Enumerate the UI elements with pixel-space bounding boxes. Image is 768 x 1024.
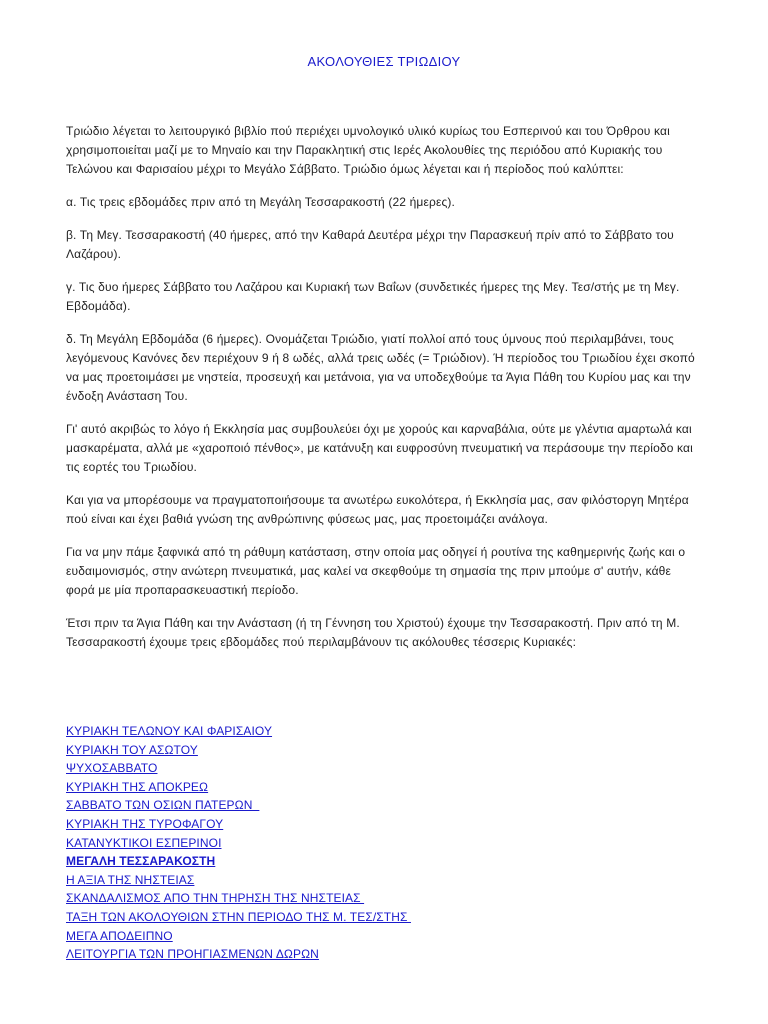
paragraph-item-b: β. Τη Μεγ. Τεσσαρακοστή (40 ήμερες, από την Καθαρά Δευτέρα μέχρι την Παρασκευή πρίν από το Σάββατο του Λαζάρου). xyxy=(66,228,674,261)
paragraph-item-c: γ. Τις δυο ήμερες Σάββατο του Λαζάρου και Κυριακή των Βαΐων (συνδετικές ήμερες της Μεγ. Τεσ/στής με τη Μεγ. Εβδομάδα). xyxy=(66,280,680,313)
body-text xyxy=(66,122,698,666)
paragraph-item-a: α. Τις τρεις εβδομάδες πριν από τη Μεγάλη Τεσσαρακοστή (22 ήμερες). xyxy=(66,195,456,209)
paragraph-sundays: Έτσι πριν τα Άγια Πάθη και την Ανάσταση (ή τη Γέννηση του Χριστού) έχουμε την Τεσσαρακοστή. Πριν από τη Μ. Τεσσαρακοστή έχουμε τρεις εβδομάδες πού περιλαμβάνουν τις ακόλουθες τέσσερις Κυριακές: xyxy=(66,616,680,649)
link-kyriaki-telonou[interactable]: ΚΥΡΙΑΚΗ ΤΕΛΩΝΟΥ ΚΑΙ ΦΑΡΙΣΑΙΟΥ xyxy=(66,724,273,738)
link-megali-tessarakosti[interactable]: ΜΕΓΑΛΗ ΤΕΣΣΑΡΑΚΟΣΤΗ xyxy=(66,854,216,869)
link-kyriaki-asotou[interactable]: ΚΥΡΙΑΚΗ ΤΟΥ ΑΣΩΤΟΥ xyxy=(66,742,198,757)
link-katanyktikoi-esperinoi[interactable]: ΚΑΤΑΝΥΚΤΙΚΟΙ ΕΣΠΕΡΙΝΟΙ xyxy=(66,835,222,850)
paragraph-transition: Για να μην πάμε ξαφνικά από τη ράθυμη κατάσταση, στην οποία μας οδηγεί ή ρουτίνα της καθημερινής ζωής και ο ευδαιμονισμός, στην ανώτερη πνευματικά, μας καλεί να σκεφθούμε τη σημασία της πριν μπούμε σ' αυτήν, κάθε φορά με μία προπαρασκευαστική περίοδο. xyxy=(66,545,686,597)
link-mega-apodeipno[interactable]: ΜΕΓΑ ΑΠΟΔΕΙΠΝΟ xyxy=(66,928,173,943)
link-savvato-osion-pateron[interactable]: ΣΑΒΒΑΤΟ ΤΩΝ ΟΣΙΩΝ ΠΑΤΕΡΩΝ xyxy=(66,798,260,813)
link-kyriaki-tyrofagou[interactable]: ΚΥΡΙΑΚΗ ΤΗΣ ΤΥΡΟΦΑΓΟΥ xyxy=(66,816,224,831)
link-taxi-akolouthion[interactable]: ΤΑΞΗ ΤΩΝ ΑΚΟΛΟΥΘΙΩΝ ΣΤΗΝ ΠΕΡΙΟΔΟ ΤΗΣ Μ. ΤΕΣ/ΣΤΗΣ xyxy=(66,909,411,924)
link-kyriaki-apokreo[interactable]: ΚΥΡΙΑΚΗ ΤΗΣ ΑΠΟΚΡΕΩ xyxy=(66,779,209,794)
link-leitourgia-proigiasmenon[interactable]: ΛΕΙΤΟΥΡΓΙΑ ΤΩΝ ΠΡΟΗΓΙΑΣΜΕΝΩΝ ΔΩΡΩΝ xyxy=(66,947,319,962)
link-skandalismos-nisteias[interactable]: ΣΚΑΝΔΑΛΙΣΜΟΣ ΑΠΟ ΤΗΝ ΤΗΡΗΣΗ ΤΗΣ ΝΗΣΤΕΙΑΣ xyxy=(66,891,365,906)
paragraph-item-d: δ. Τη Μεγάλη Εβδομάδα (6 ήμερες). Ονομάζεται Τριώδιο, γιατί πολλοί από τους ύμνους πού περιλαμβάνει, τους λεγόμενους Κανόνες δεν περιέχουν 9 ή 8 ωδές, αλλά τρεις ωδές (= Τριώδιον). Ή περίοδος του Τριωδίου έχει σκοπό να μας προετοιμάσει με νηστεία, προσευχή και μετάνοια, για να υποδεχθούμε τα Άγια Πάθη του Κυρίου μας και την ένδοξη Ανάσταση Του. xyxy=(66,332,695,403)
link-axia-nisteias[interactable]: Η ΑΞΙΑ ΤΗΣ ΝΗΣΤΕΙΑΣ xyxy=(66,872,195,887)
paragraph-church-advice: Γι' αυτό ακριβώς το λόγο ή Εκκλησία μας συμβουλεύει όχι με χορούς και καρναβάλια, ούτε με γλέντια αμαρτωλά και μασκαρέματα, αλλά με «χαροποιό πένθος», με κατάνυξη και ευφροσύνη πνευματική να περάσουμε την περίοδο και τις εορτές του Τριωδίου. xyxy=(66,422,693,474)
paragraph-intro: Τριώδιο λέγεται το λειτουργικό βιβλίο πού περιέχει υμνολογικό υλικό κυρίως του Εσπερινού και του Όρθρου και χρησιμοποιείται μαζί με το Μηναίο και την Παρακλητική στις Ιερές Ακολουθίες της περιόδου από Κυριακής του Τελώνου και Φαρισαίου μέχρι το Μεγάλο Σάββατο. Τριώδιο όμως λέγεται και ή περίοδος πού καλύπτει: xyxy=(66,124,670,176)
link-psychosavvato[interactable]: ΨΥΧΟΣΑΒΒΑΤΟ xyxy=(66,761,158,776)
paragraph-preparation: Και για να μπορέσουμε να πραγματοποιήσουμε τα ανωτέρω ευκολότερα, ή Εκκλησία μας, σαν φιλόστοργη Μητέρα πού είναι και έχει βαθιά γνώση της ανθρώπινης φύσεως μας, μας προετοιμάζει ανάλογα. xyxy=(66,493,689,526)
link-list xyxy=(66,722,706,964)
page-title: ΑΚΟΛΟΥΘΙΕΣ ΤΡΙΩΔΙΟΥ xyxy=(307,54,461,69)
